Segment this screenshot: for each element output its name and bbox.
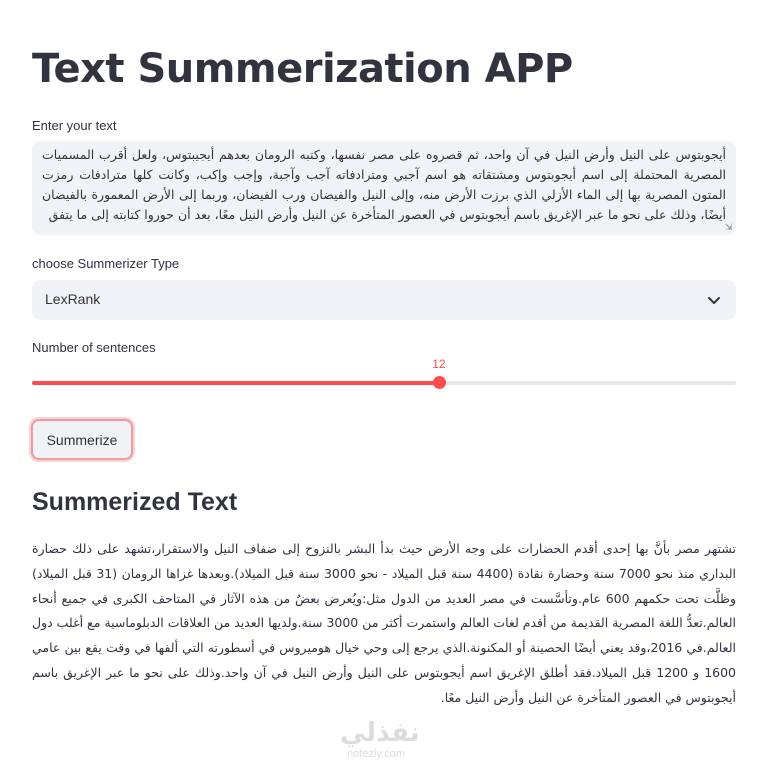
- chevron-down-icon: [706, 292, 722, 308]
- sentences-slider[interactable]: [32, 357, 736, 385]
- text-input-label: Enter your text: [32, 118, 117, 133]
- summarize-button[interactable]: Summerize: [31, 419, 133, 460]
- text-input-value[interactable]: أيجوبتوس على النيل وأرض النيل في آن واحد، ثم قصروه على مصر نفسها، وكتبه الرومان بعدهم أيجيبتوس، ولعل أقرب المسميات المصرية المحتملة إلى اسم أيجوبتوس ومشتقاته هو اسم آجبي ومترادفاته آجب وآجبة، وإجب وإكب، وكانت كلها مترادفات رمزت المتون المصرية بها إلى الماء الأزلي الذي برزت الأرض منه، وإلى النيل والفيضان ورب الفيضان، وربما إلى الأرض المعمورة بالفيضان أيضًا، وذلك على نحو ما عبر الإغريق باسم أيجوبتوس في العصور المتأخرة عن النيل وأرض النيل معًا، بعد أن حوروا كتابته إلى ما يتفق: [42, 147, 726, 222]
- summarizer-type-label: choose Summerizer Type: [32, 256, 180, 271]
- watermark-main: نفذلي: [340, 718, 420, 748]
- summary-text: تشتهر مصر بأنَّ بها إحدى أقدم الحضارات على وجه الأرض حيث بدأ البشر بالنزوح إلى ضفاف النيل والاستقرار،تشهد على ذلك حضارة البداري منذ نحو 7000 سنة وحضارة نقادة (4400 سنة قبل الميلاد - نحو 3000 سنة قبل الميلاد).وبعدها غزاها الرومان (31 قبل الميلاد) وظلَّت تحت حكمهم 600 عام.وتأسَّست في مصر العديد من الدول مثل:ويُعرض بعضٌ من هذه الآثار في المتاحف الكبرى في جميع أنحاء العالم.تعدُّ اللغة المصرية القديمة من أقدم لغات العالم واستمرت أكثر من 3000 سنة.ولديها العديد من العلاقات الدبلوماسية مع أغلب دول العالم.في 2016،وقد يعني أيضًا الحصينة أو المكنونة.الذي يرجع إلى وحي خيال هوميروس في أسطورته التي ألفها في وقت يقع بين عامي 1600 و 1200 قبل الميلاد.فقد أطلق الإغريق اسم أيجوبتوس على النيل وأرض النيل في آن واحد.وذلك على نحو ما عبر الإغريق باسم أيجوبتوس في العصور المتأخرة عن النيل وأرض النيل معًا.: [32, 541, 737, 705]
- slider-thumb[interactable]: [433, 376, 446, 389]
- page-title: Text Summerization APP: [32, 46, 573, 92]
- slider-value: 12: [432, 357, 446, 371]
- resize-handle-icon[interactable]: ⇲: [725, 223, 733, 233]
- summarizer-type-value: LexRank: [45, 291, 101, 307]
- text-input[interactable]: [32, 141, 736, 235]
- watermark-logo: [340, 718, 420, 760]
- watermark-sub: nofezly.com: [347, 748, 405, 760]
- slider-fill: [32, 381, 439, 385]
- summary-heading: Summerized Text: [32, 488, 238, 516]
- summarizer-type-select[interactable]: [32, 280, 736, 320]
- sentences-label: Number of sentences: [32, 340, 156, 355]
